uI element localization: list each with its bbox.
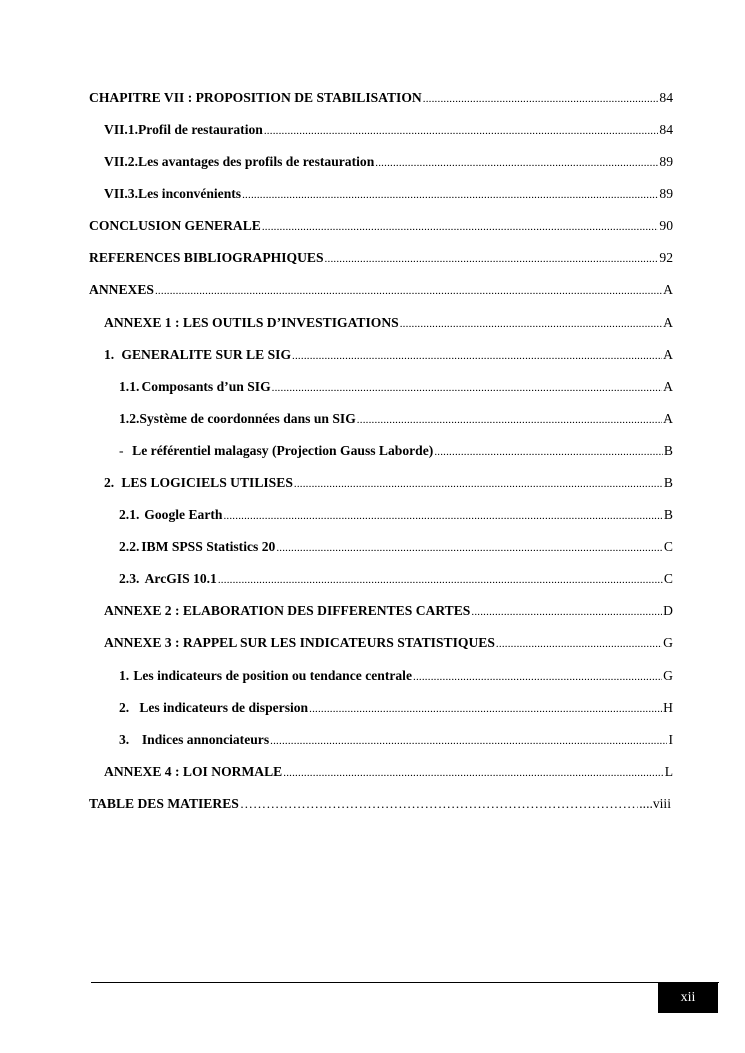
toc-leader-dots [283,764,663,782]
toc-entry-annexe-1-2-2 [119,538,673,557]
toc-entry-title: ANNEXE 4 : LOI NORMALE [104,764,283,779]
toc-entry-annexe-2 [104,602,673,621]
toc-entry-title: ANNEXE 2 : ELABORATION DES DIFFERENTES CARTES [104,603,471,618]
toc-entry-title: ANNEXE 1 : LES OUTILS D’INVESTIGATIONS [104,315,399,330]
toc-entry-conclusion [89,217,673,236]
toc-entry-number: 1.2. [119,411,140,426]
toc-entry-title: Les indicateurs de position ou tendance centrale [133,668,412,683]
toc-entry-annexe-1-1 [104,346,673,365]
toc-entry-chapitre-vii [89,89,673,108]
toc-entry-title: CHAPITRE VII : PROPOSITION DE STABILISATION [89,90,422,105]
page-number-badge [658,983,718,1013]
toc-entry-title: GENERALITE SUR LE SIG [121,347,292,362]
toc-entry-title: REFERENCES BIBLIOGRAPHIQUES [89,250,324,265]
toc-leader-dots [242,186,658,204]
toc-entry-annexe-3 [104,634,673,653]
toc-entry-page: 84 [659,90,673,105]
toc-entry-annexe-1-1-1 [119,378,673,397]
toc-leader-dots [357,411,662,429]
toc-leader-dots [434,443,663,461]
toc-entry-vii-2 [104,153,673,172]
toc-entry-page: C [663,571,673,586]
toc-leader-dots [240,795,638,813]
toc-entry-title: ArcGIS 10.1 [144,571,217,586]
toc-entry-page: H [663,700,673,715]
toc-entry-title: Profil de restauration [138,122,263,137]
toc-entry-number: VII.2. [104,154,138,169]
toc-leader-dots [423,90,659,108]
toc-entry-title: ANNEXES [89,282,154,297]
toc-entry-title: CONCLUSION GENERALE [89,218,261,233]
toc-leader-dots [272,379,663,397]
toc-leader-dots [471,603,662,621]
toc-entry-number: 2.3. [119,571,140,586]
toc-leader-dots [270,732,667,750]
toc-entry-vii-3 [104,185,673,204]
toc-entry-page: I [668,732,673,747]
footer-rule [91,982,719,983]
toc-entry-annexe-1-2-3 [119,570,673,589]
toc-entry-page: 89 [659,154,673,169]
toc-entry-page: B [663,443,673,458]
toc-entry-page: D [663,603,673,618]
toc-entry-number: 1. [119,668,130,683]
toc-entry-title: Google Earth [144,507,223,522]
toc-leader-dots [264,122,659,140]
toc-entry-title: LES LOGICIELS UTILISES [121,475,293,490]
toc-entry-title: Le référentiel malagasy (Projection Gauss Laborde) [132,443,434,458]
toc-entry-number: 1. [104,347,115,362]
toc-entry-annexe-1-2 [104,474,673,493]
toc-entry-references [89,249,673,268]
toc-entry-title: IBM SPSS Statistics 20 [141,539,276,554]
toc-entry-number: VII.1. [104,122,138,137]
toc-entry-page: ....viii [639,796,671,811]
toc-entry-annexes [89,281,673,300]
toc-entry-title: Les inconvénients [138,186,242,201]
toc-entry-number: 1.1. [119,379,140,394]
toc-entry-number: 2.2. [119,539,140,554]
toc-leader-dots [413,668,662,686]
toc-leader-dots [276,539,663,557]
toc-entry-page: B [663,507,673,522]
toc-entry-page: A [663,347,673,362]
toc-entry-page: B [663,475,673,490]
toc-leader-dots [294,475,663,493]
toc-entry-page: A [663,282,673,297]
toc-entry-annexe-1-1-dash [119,442,673,461]
toc-leader-dots [218,571,663,589]
toc-entry-page: A [663,411,673,426]
toc-entry-page: A [663,315,673,330]
toc-leader-dots [223,507,662,525]
toc-entry-page: C [663,539,673,554]
toc-entry-title: ANNEXE 3 : RAPPEL SUR LES INDICATEURS STATISTIQUES [104,635,495,650]
toc-entry-number: 2.1. [119,507,140,522]
toc-entry-annexe-3-3 [119,731,673,750]
toc-entry-title: Système de coordonnées dans un SIG [139,411,356,426]
toc-entry-title: Indices annonciateurs [141,732,270,747]
toc-entry-title: Les indicateurs de dispersion [139,700,309,715]
toc-entry-page: A [663,379,673,394]
toc-entry-page: G [663,635,673,650]
toc-entry-page: L [664,764,673,779]
toc-leader-dots [375,154,658,172]
toc-leader-dots [309,700,662,718]
toc-leader-dots [325,250,659,268]
toc-entry-annexe-1 [104,314,673,333]
toc-entry-number: 3. [119,732,130,747]
toc-leader-dots [155,282,662,300]
toc-entry-annexe-4 [104,763,673,782]
toc-entry-number: 2. [104,475,115,490]
toc-entry-page: 92 [659,250,673,265]
page-number: xii [680,990,696,1005]
toc-entry-page: 84 [659,122,673,137]
toc-entry-table-des-matieres [89,795,671,813]
toc-entry-annexe-3-1 [119,667,673,686]
toc-entry-number: - [119,443,124,458]
toc-entry-number: 2. [119,700,130,715]
toc-entry-annexe-1-2-1 [119,506,673,525]
toc-entry-page: 89 [659,186,673,201]
toc-entry-page: 90 [659,218,673,233]
toc-entry-annexe-3-2 [119,699,673,718]
toc-entry-title: Composants d’un SIG [141,379,271,394]
toc-leader-dots [292,347,662,365]
toc-leader-dots [262,218,659,236]
toc-entry-page: G [663,668,673,683]
toc-entry-number: VII.3. [104,186,138,201]
toc-leader-dots [496,635,662,653]
toc-leader-dots [400,315,662,333]
toc-entry-title: TABLE DES MATIERES [89,796,239,811]
toc-entry-annexe-1-1-2 [119,410,673,429]
toc-entry-vii-1 [104,121,673,140]
toc-entry-title: Les avantages des profils de restauration [138,154,375,169]
